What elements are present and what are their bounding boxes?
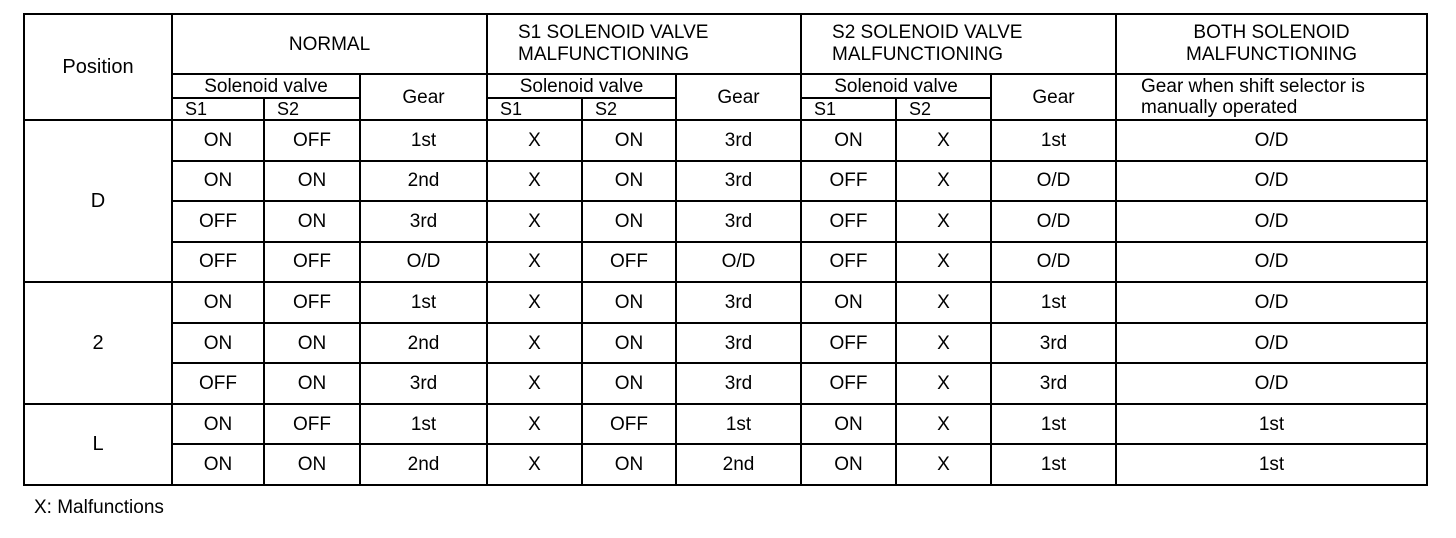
s2-mal-gear-cell: 3rd xyxy=(991,323,1116,364)
normal-s2-cell: ON xyxy=(264,161,360,202)
s1-mal-s2-cell: ON xyxy=(582,161,676,202)
s2-mal-gear-cell: O/D xyxy=(991,242,1116,283)
s1-mal-gear-cell: 3rd xyxy=(676,201,801,242)
normal-s2-header: S2 xyxy=(264,98,360,120)
s1-mal-s2-cell: ON xyxy=(582,444,676,485)
normal-s2-cell: OFF xyxy=(264,404,360,445)
normal-gear-cell: 2nd xyxy=(360,444,487,485)
s1-mal-s1-cell: X xyxy=(487,120,582,161)
s2-mal-s2-cell: X xyxy=(896,242,991,283)
s2-mal-gear-cell: O/D xyxy=(991,201,1116,242)
s2-mal-s2-cell: X xyxy=(896,323,991,364)
normal-s2-cell: ON xyxy=(264,323,360,364)
s1-mal-gear-cell: 3rd xyxy=(676,282,801,323)
normal-group-header: NORMAL xyxy=(172,14,487,74)
normal-gear-cell: 3rd xyxy=(360,201,487,242)
table-row xyxy=(24,242,1427,283)
position-label: L xyxy=(24,404,172,485)
s1-malfunction-group-header xyxy=(487,14,801,74)
normal-s2-cell: OFF xyxy=(264,282,360,323)
s1-mal-s2-header: S2 xyxy=(582,98,676,120)
s2-mal-s2-cell: X xyxy=(896,282,991,323)
s1-mal-s1-cell: X xyxy=(487,363,582,404)
s2-mal-s1-cell: ON xyxy=(801,444,896,485)
s1-mal-s1-cell: X xyxy=(487,161,582,202)
table-row xyxy=(24,444,1427,485)
normal-s2-cell: ON xyxy=(264,363,360,404)
both-mal-gear-cell: O/D xyxy=(1116,120,1427,161)
normal-s1-cell: ON xyxy=(172,404,264,445)
position-label: 2 xyxy=(24,282,172,404)
s1-mal-s2-cell: ON xyxy=(582,363,676,404)
s2-group-line-2: MALFUNCTIONING xyxy=(832,44,1004,66)
both-malfunction-group-header xyxy=(1116,14,1427,74)
normal-s2-cell: ON xyxy=(264,444,360,485)
s1-mal-gear-cell: 2nd xyxy=(676,444,801,485)
normal-s1-cell: ON xyxy=(172,120,264,161)
normal-s2-cell: OFF xyxy=(264,120,360,161)
s2-mal-gear-cell: 1st xyxy=(991,404,1116,445)
normal-gear-cell: 1st xyxy=(360,282,487,323)
s1-mal-gear-cell: 3rd xyxy=(676,363,801,404)
table-row xyxy=(24,282,1427,323)
s1-mal-s2-cell: ON xyxy=(582,323,676,364)
s2-mal-gear-cell: O/D xyxy=(991,161,1116,202)
both-gear-note xyxy=(1116,74,1427,120)
s2-mal-gear-cell: 1st xyxy=(991,282,1116,323)
normal-gear-cell: 2nd xyxy=(360,161,487,202)
normal-s1-cell: ON xyxy=(172,161,264,202)
s2-group-line-1: S2 SOLENOID VALVE xyxy=(832,22,1023,44)
s1-mal-s1-cell: X xyxy=(487,404,582,445)
s2-mal-s2-cell: X xyxy=(896,363,991,404)
position-label: D xyxy=(24,120,172,282)
s2-mal-s2-cell: X xyxy=(896,120,991,161)
s1-mal-s1-cell: X xyxy=(487,323,582,364)
normal-gear-cell: O/D xyxy=(360,242,487,283)
s2-mal-s1-cell: OFF xyxy=(801,201,896,242)
s1-mal-s1-cell: X xyxy=(487,242,582,283)
s1-group-line-2: MALFUNCTIONING xyxy=(518,44,689,66)
normal-s1-cell: OFF xyxy=(172,363,264,404)
table-row xyxy=(24,323,1427,364)
both-mal-gear-cell: O/D xyxy=(1116,161,1427,202)
normal-s1-cell: ON xyxy=(172,323,264,364)
s2-mal-s2-cell: X xyxy=(896,201,991,242)
s2-mal-s1-cell: OFF xyxy=(801,323,896,364)
s1-mal-gear-cell: 3rd xyxy=(676,323,801,364)
both-mal-gear-cell: O/D xyxy=(1116,282,1427,323)
s2-mal-s1-cell: ON xyxy=(801,282,896,323)
s2-solenoid-valve-header: Solenoid valve xyxy=(801,74,991,98)
s2-mal-gear-cell: 1st xyxy=(991,444,1116,485)
normal-s1-header: S1 xyxy=(172,98,264,120)
s2-mal-s1-cell: ON xyxy=(801,404,896,445)
normal-s2-cell: OFF xyxy=(264,242,360,283)
table-row xyxy=(24,120,1427,161)
s2-mal-s2-cell: X xyxy=(896,161,991,202)
normal-solenoid-valve-header: Solenoid valve xyxy=(172,74,360,98)
footnote: X: Malfunctions xyxy=(34,497,164,518)
s1-mal-gear-cell: O/D xyxy=(676,242,801,283)
s2-mal-s2-header: S2 xyxy=(896,98,991,120)
s1-mal-s2-cell: ON xyxy=(582,282,676,323)
both-note-line-1: Gear when shift selector is xyxy=(1141,76,1365,98)
normal-gear-cell: 2nd xyxy=(360,323,487,364)
both-mal-gear-cell: 1st xyxy=(1116,404,1427,445)
both-mal-gear-cell: 1st xyxy=(1116,444,1427,485)
s1-mal-gear-cell: 1st xyxy=(676,404,801,445)
s2-mal-s1-cell: OFF xyxy=(801,363,896,404)
position-header: Position xyxy=(24,14,172,120)
s1-mal-s2-cell: OFF xyxy=(582,404,676,445)
normal-s1-cell: ON xyxy=(172,282,264,323)
s1-mal-s2-cell: OFF xyxy=(582,242,676,283)
s2-gear-header: Gear xyxy=(991,74,1116,120)
s1-mal-s2-cell: ON xyxy=(582,120,676,161)
s1-mal-s1-cell: X xyxy=(487,201,582,242)
normal-s2-cell: ON xyxy=(264,201,360,242)
s1-gear-header: Gear xyxy=(676,74,801,120)
both-mal-gear-cell: O/D xyxy=(1116,363,1427,404)
s2-mal-s1-cell: ON xyxy=(801,120,896,161)
both-note-line-2: manually operated xyxy=(1141,97,1298,119)
normal-gear-cell: 3rd xyxy=(360,363,487,404)
s1-mal-s1-header: S1 xyxy=(487,98,582,120)
s1-mal-s1-cell: X xyxy=(487,444,582,485)
table-row xyxy=(24,201,1427,242)
s2-mal-s1-cell: OFF xyxy=(801,161,896,202)
s1-mal-s1-cell: X xyxy=(487,282,582,323)
both-mal-gear-cell: O/D xyxy=(1116,201,1427,242)
table-row xyxy=(24,161,1427,202)
both-mal-gear-cell: O/D xyxy=(1116,242,1427,283)
table-row xyxy=(24,363,1427,404)
normal-gear-cell: 1st xyxy=(360,404,487,445)
both-group-line-1: BOTH SOLENOID xyxy=(1193,22,1350,44)
s2-malfunction-group-header xyxy=(801,14,1116,74)
s1-mal-s2-cell: ON xyxy=(582,201,676,242)
solenoid-malfunction-table xyxy=(23,13,1428,486)
s2-mal-s2-cell: X xyxy=(896,404,991,445)
normal-s1-cell: ON xyxy=(172,444,264,485)
normal-s1-cell: OFF xyxy=(172,201,264,242)
s1-group-line-1: S1 SOLENOID VALVE xyxy=(518,22,709,44)
s1-mal-gear-cell: 3rd xyxy=(676,120,801,161)
s2-mal-s1-cell: OFF xyxy=(801,242,896,283)
s1-solenoid-valve-header: Solenoid valve xyxy=(487,74,676,98)
s2-mal-s1-header: S1 xyxy=(801,98,896,120)
table-row xyxy=(24,404,1427,445)
both-group-line-2: MALFUNCTIONING xyxy=(1186,44,1358,66)
normal-gear-cell: 1st xyxy=(360,120,487,161)
normal-s1-cell: OFF xyxy=(172,242,264,283)
s2-mal-s2-cell: X xyxy=(896,444,991,485)
both-mal-gear-cell: O/D xyxy=(1116,323,1427,364)
s1-mal-gear-cell: 3rd xyxy=(676,161,801,202)
s2-mal-gear-cell: 3rd xyxy=(991,363,1116,404)
s2-mal-gear-cell: 1st xyxy=(991,120,1116,161)
normal-gear-header: Gear xyxy=(360,74,487,120)
